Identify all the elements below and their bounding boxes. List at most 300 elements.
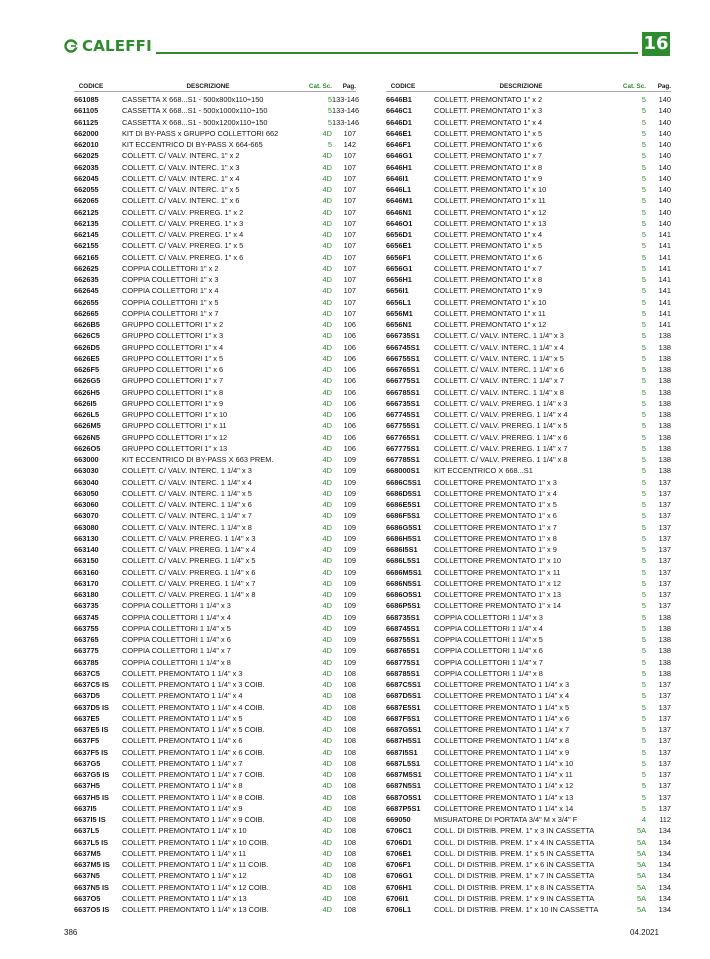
table-row [74,364,356,375]
product-description: COLLETT. C/ VALV. PREREG. 1 1/4" x 3 [434,398,568,408]
product-code: 6626M5 [74,421,101,431]
catalog-section: 5 [641,556,646,566]
catalog-section: 5 [641,252,646,262]
product-code: 663735 [74,601,99,611]
catalog-section: 4D [322,758,332,768]
page-ref: 106 [343,353,356,363]
table-row [74,510,356,521]
footer-date: 04.2021 [630,928,659,937]
table-row [74,353,356,364]
product-code: 6646D1 [386,117,412,127]
table-row [74,105,360,116]
catalog-section: 5 [641,511,646,521]
product-code: 6656D1 [386,230,412,239]
table-row [74,477,356,488]
product-description: COLL. DI DISTRIB. PREM. 1" x 10 IN CASSETTA [434,905,599,914]
table-row [386,184,671,195]
table-row [74,117,360,128]
product-code: 662055 [74,185,99,194]
product-description: COPPIA COLLETTORI 1" x 5 [122,297,219,307]
product-description: COLLETT. C/ VALV. PREREG. 1 1/4" x 6 [434,432,568,442]
product-code: 662665 [74,308,99,318]
page-ref: 109 [343,567,356,577]
catalog-section: 5 [641,781,646,791]
product-description: COPPIA COLLETTORI 1 1/4" x 3 [122,601,231,611]
page-ref: 140 [658,151,671,161]
product-code: 663180 [74,590,99,599]
page-ref: 109 [343,612,356,622]
catalog-section: 4D [322,545,332,554]
product-code: 6686P5S1 [386,601,421,611]
product-code: 6626O5 [74,443,101,453]
page-ref: 109 [343,646,356,656]
table-row [386,308,671,319]
product-description: COLLETTORE PREMONTATO 1 1/4" x 11 [434,770,573,779]
catalog-section: 4D [322,196,332,206]
caleffi-logo-icon [64,39,78,53]
product-code: 6687M5S1 [386,770,422,779]
catalog-section: 5 [641,342,646,352]
page-ref: 140 [658,218,671,228]
page-ref: 106 [343,342,356,352]
page-ref: 138 [658,398,671,408]
catalog-section: 5 [327,95,332,104]
table-row [74,578,356,589]
product-code: 667765S1 [386,432,420,442]
table-row [386,195,671,206]
product-description: COLL. DI DISTRIB. PREM. 1" x 5 IN CASSETTA [434,848,595,858]
page-ref: 138 [658,376,671,386]
catalog-section: 4D [322,882,332,892]
page-ref: 141 [658,230,671,239]
product-code: 662625 [74,263,99,273]
product-code: 663060 [74,500,99,509]
product-code: 666765S1 [386,365,420,374]
table-row [74,387,356,398]
product-code: 6646B1 [386,95,412,104]
catalog-section: 4D [322,207,332,217]
catalog-section: 5 [641,680,646,689]
chapter-badge: 16 [643,33,669,54]
catalog-section: 5 [641,376,646,386]
table-row [74,645,356,656]
catalog-section: 5 [641,151,646,161]
table-row [386,724,671,735]
table-row [386,465,671,476]
table-row [74,443,356,454]
catalog-section: 5 [641,713,646,723]
product-description: COLLETT. C/ VALV. PREREG. 1" x 5 [122,241,244,251]
product-code: 6706F1 [386,860,412,869]
page-ref: 134 [658,860,671,869]
product-code: 6646N1 [386,207,412,217]
product-description: COLLETT. PREMONTATO 1 1/4" x 4 [122,691,243,701]
product-code: 6637H5 IS [74,792,109,802]
product-code: 6626D5 [74,342,100,352]
product-description: COLLETT. C/ VALV. PREREG. 1 1/4" x 8 [434,455,568,464]
product-code: 6646M1 [386,196,413,206]
product-code: 6626H5 [74,387,100,397]
table-row [386,342,671,353]
product-description: COLLETTORE PREMONTATO 1" x 6 [434,511,557,521]
product-description: COPPIA COLLETTORI 1" x 3 [122,275,219,284]
catalog-section: 5 [641,398,646,408]
catalog-section: 5 [641,500,646,509]
table-row [386,522,671,533]
product-code: 6637E5 IS [74,725,109,734]
product-code: 6637H5 [74,781,100,791]
table-row [74,792,356,803]
table-row [74,488,356,499]
product-code: 6706E1 [386,848,412,858]
catalog-section: 4D [322,342,332,352]
table-row [386,803,671,814]
page-ref: 137 [658,747,671,757]
catalog-section: 5 [641,207,646,217]
catalog-section: 4D [322,837,332,847]
product-code: 6686L5S1 [386,556,421,566]
page-ref: 106 [343,365,356,374]
page-ref: 108 [343,905,356,914]
product-description: GRUPPO COLLETTORI 1" x 5 [122,353,224,363]
product-description: KIT ECCENTRICO X 668...S1 [434,466,533,476]
table-row [74,162,356,173]
page-ref: 137 [658,691,671,701]
product-description: COLLETT. C/ VALV. INTERC. 1 1/4" x 4 [122,477,252,487]
product-description: KIT ECCENTRICO DI BY-PASS X 663 PREM. [122,455,274,464]
table-row [74,555,356,566]
product-code: 6637O5 IS [74,905,110,914]
product-code: 662155 [74,241,99,251]
catalog-section: 4D [322,218,332,228]
page-ref: 107 [343,230,356,239]
brand-name: CALEFFI [82,37,152,55]
catalog-section: 5 [641,185,646,194]
product-description: COPPIA COLLETTORI 1 1/4" x 8 [122,657,231,667]
page-ref: 109 [343,601,356,611]
catalog-section: 4D [322,702,332,712]
product-description: COLLETT. PREMONTATO 1 1/4" x 10 [122,826,247,836]
table-row [74,173,356,184]
product-description: COLLETT. C/ VALV. INTERC. 1 1/4" x 5 [434,353,564,363]
page-ref: 109 [343,533,356,543]
table-row [386,285,671,296]
product-code: 663765 [74,635,99,644]
product-description: COPPIA COLLETTORI 1 1/4" x 6 [434,646,543,656]
page-ref: 106 [343,320,356,329]
page-ref: 109 [343,545,356,554]
page-ref: 108 [343,725,356,734]
table-row [74,297,356,308]
page-ref: 133-146 [332,106,360,116]
table-row [74,375,356,386]
page-ref: 137 [658,511,671,521]
catalog-section: 5 [641,297,646,307]
page-ref: 137 [658,680,671,689]
table-row [74,128,356,139]
page-ref: 138 [658,455,671,464]
catalog-section: 5 [641,421,646,431]
page-ref: 109 [343,477,356,487]
catalog-section: 5 [641,218,646,228]
product-description: GRUPPO COLLETTORI 1" x 11 [122,421,227,431]
product-description: COLLETT. PREMONTATO 1 1/4" x 12 [122,871,247,881]
catalog-section: 4 [641,815,646,824]
catalog-section: 4D [322,601,332,611]
catalog-section: 5A [636,837,646,847]
page-ref: 108 [343,668,356,678]
product-description: COLLETT. C/ VALV. INTERC. 1 1/4" x 8 [122,522,252,532]
product-code: 6637N5 [74,871,100,881]
table-row [74,848,356,859]
catalog-section: 5 [641,196,646,206]
product-code: 662645 [74,286,99,296]
page-ref: 140 [658,173,671,183]
catalog-section: 4D [322,455,332,464]
catalog-section: 5 [641,657,646,667]
product-code: 668775S1 [386,657,420,667]
page-ref: 137 [658,758,671,768]
product-code: 666735S1 [386,331,420,341]
product-description: COLLETT. PREMONTATO 1 1/4" x 5 COIB. [122,725,265,734]
product-description: COLLETT. PREMONTATO 1" x 5 [434,241,543,251]
page-ref: 140 [658,185,671,194]
page-ref: 134 [658,905,671,914]
header-cat: Cat. Sc. [622,83,646,90]
catalog-section: 5A [636,882,646,892]
product-code: 663050 [74,488,99,498]
page-ref: 141 [658,275,671,284]
table-row [386,319,671,330]
product-code: 663775 [74,646,99,656]
product-description: COLLETTORE PREMONTATO 1" x 14 [434,601,561,611]
catalog-section: 4D [322,612,332,622]
product-description: COLLETT. C/ VALV. INTERC. 1 1/4" x 4 [434,342,564,352]
product-description: MISURATORE DI PORTATA 3/4" M x 3/4" F [434,815,578,824]
catalog-section: 5 [641,477,646,487]
table-row [386,713,671,724]
product-description: COLLETT. PREMONTATO 1 1/4" x 7 COIB. [122,770,265,779]
page-number: 386 [64,928,78,937]
product-code: 6626C5 [74,331,100,341]
table-row [74,567,356,578]
product-code: 668765S1 [386,646,420,656]
catalog-section: 5 [641,770,646,779]
product-description: COLLETT. PREMONTATO 1 1/4" x 6 [122,736,243,746]
table-row [386,218,671,229]
page-ref: 138 [658,342,671,352]
product-code: 6646F1 [386,140,412,149]
catalog-section: 4D [322,623,332,633]
catalog-section: 4D [322,320,332,329]
page-ref: 106 [343,387,356,397]
product-code: 6686N5S1 [386,578,421,588]
page-ref: 141 [658,252,671,262]
product-code: 667745S1 [386,410,420,419]
product-description: COLLETTORE PREMONTATO 1 1/4" x 6 [434,713,570,723]
catalog-section: 4D [322,376,332,386]
page-ref: 137 [658,713,671,723]
table-row [386,589,671,600]
table-row [74,870,356,881]
product-description: COLLETT. PREMONTATO 1 1/4" x 8 [122,781,243,791]
table-row [74,623,356,634]
table-row [386,634,671,645]
page-ref: 107 [343,196,356,206]
product-code: 6656M1 [386,308,413,318]
catalog-section: 5 [641,230,646,239]
page-ref: 106 [343,443,356,453]
catalog-section: 5 [641,803,646,813]
page-ref: 108 [343,871,356,881]
header-pag: Pag. [342,83,356,90]
page-ref: 137 [658,522,671,532]
page-ref: 133-146 [332,117,360,127]
catalog-section: 4D [322,792,332,802]
product-code: 662025 [74,151,99,161]
catalog-section: 5 [641,691,646,701]
product-description: COLLETT. PREMONTATO 1" x 4 [434,230,543,239]
product-code: 6646O1 [386,218,413,228]
product-description: COLLETT. C/ VALV. INTERC. 1 1/4" x 6 [122,500,252,509]
product-code: 663785 [74,657,99,667]
catalog-section: 5 [641,533,646,543]
page-ref: 140 [658,128,671,138]
catalog-section: 5A [636,871,646,881]
page-ref: 141 [658,320,671,329]
table-row [386,600,671,611]
catalog-section: 4D [322,432,332,442]
table-row [74,533,356,544]
catalog-section: 4D [322,162,332,172]
table-row [386,105,671,116]
table-row [386,735,671,746]
catalog-section: 5 [641,308,646,318]
page-ref: 140 [658,106,671,116]
page-ref: 138 [658,421,671,431]
page-ref: 140 [658,95,671,104]
product-description: COLLETTORE PREMONTATO 1 1/4" x 4 [434,691,570,701]
table-row [386,274,671,285]
table-row [386,207,671,218]
catalog-section: 5 [641,758,646,768]
page-ref: 138 [658,353,671,363]
page-ref: 138 [658,668,671,678]
product-code: 6637N5 IS [74,882,109,892]
product-description: COPPIA COLLETTORI 1 1/4" x 4 [434,623,543,633]
product-description: COLLETT. PREMONTATO 1 1/4" x 10 COIB. [122,837,269,847]
product-code: 6626E5 [74,353,100,363]
page-ref: 108 [343,770,356,779]
product-description: COLLETT. C/ VALV. PREREG. 1 1/4" x 6 [122,567,256,577]
catalog-section: 5 [641,567,646,577]
table-row [386,375,671,386]
page-ref: 137 [658,477,671,487]
product-description: COLLETTORE PREMONTATO 1" x 3 [434,477,557,487]
catalog-section: 4D [322,387,332,397]
catalog-section: 4D [322,410,332,419]
page-ref: 108 [343,848,356,858]
catalog-section: 4D [322,848,332,858]
product-description: COLLETT. PREMONTATO 1" x 2 [434,95,543,104]
product-description: COPPIA COLLETTORI 1" x 2 [122,263,219,273]
page-ref: 137 [658,545,671,554]
product-description: COLLETT. C/ VALV. INTERC. 1 1/4" x 6 [434,365,564,374]
product-code: 6686G5S1 [386,522,422,532]
catalog-section: 4D [322,443,332,453]
table-row [74,398,356,409]
product-description: COLLETT. PREMONTATO 1 1/4" x 4 COIB. [122,702,265,712]
table-row [386,769,671,780]
page-ref: 107 [343,162,356,172]
table-row [386,904,671,915]
table-row [74,600,356,611]
product-description: COLLETT. PREMONTATO 1" x 7 [434,263,543,273]
table-row [386,679,671,690]
product-code: 6626F5 [74,365,100,374]
page-ref: 109 [343,578,356,588]
catalog-section: 4D [322,815,332,824]
product-description: COLLETTORE PREMONTATO 1 1/4" x 12 [434,781,574,791]
product-description: COLLETT. C/ VALV. PREREG. 1 1/4" x 5 [122,556,256,566]
product-description: COLLETT. PREMONTATO 1" x 11 [434,196,546,206]
page-ref: 108 [343,826,356,836]
catalog-section: 5 [641,331,646,341]
product-description: COLLETT. C/ VALV. INTERC. 1 1/4" x 3 [122,466,252,476]
page-ref: 142 [343,140,356,149]
table-row [74,499,356,510]
header-code: CODICE [78,83,104,90]
table-row [386,510,671,521]
product-description: COLLETT. PREMONTATO 1" x 10 [434,185,547,194]
product-code: 668745S1 [386,623,420,633]
page-ref: 109 [343,556,356,566]
header-desc: DESCRIZIONE [499,83,543,90]
product-code: 666735S1 [386,398,420,408]
product-code: 666755S1 [386,353,420,363]
page-ref: 141 [658,308,671,318]
product-description: COPPIA COLLETTORI 1 1/4" x 5 [434,635,543,644]
catalog-section: 4D [322,128,332,138]
product-code: 6637E5 [74,713,100,723]
product-description: COLLETT. C/ VALV. PREREG. 1 1/4" x 7 [122,578,256,588]
catalog-section: 4D [322,421,332,431]
product-description: COLLETT. PREMONTATO 1 1/4" x 3 COIB. [122,680,265,689]
product-description: COLLETTORE PREMONTATO 1" x 13 [434,590,561,599]
table-row [386,162,671,173]
product-code: 6626I5 [74,398,97,408]
catalog-section: 4D [322,578,332,588]
product-description: COPPIA COLLETTORI 1 1/4" x 6 [122,635,231,644]
page-ref: 134 [658,893,671,903]
catalog-section: 5 [641,545,646,554]
table-row [74,657,356,668]
header-desc: DESCRIZIONE [186,83,230,90]
catalog-section: 5 [641,128,646,138]
catalog-section: 5 [641,173,646,183]
catalog-section: 4D [322,331,332,341]
product-code: 6646C1 [386,106,412,116]
product-description: CASSETTA X 668...S1 - 500x800x110÷150 [122,95,264,104]
product-description: COLLETT. C/ VALV. INTERC. 1" x 5 [122,185,240,194]
product-code: 663030 [74,466,99,476]
product-description: COLLETT. PREMONTATO 1" x 7 [434,151,543,161]
product-code: 663150 [74,556,99,566]
product-description: COLLETT. C/ VALV. PREREG. 1" x 2 [122,207,244,217]
product-code: 663160 [74,567,99,577]
table-row [386,780,671,791]
page-ref: 108 [343,815,356,824]
